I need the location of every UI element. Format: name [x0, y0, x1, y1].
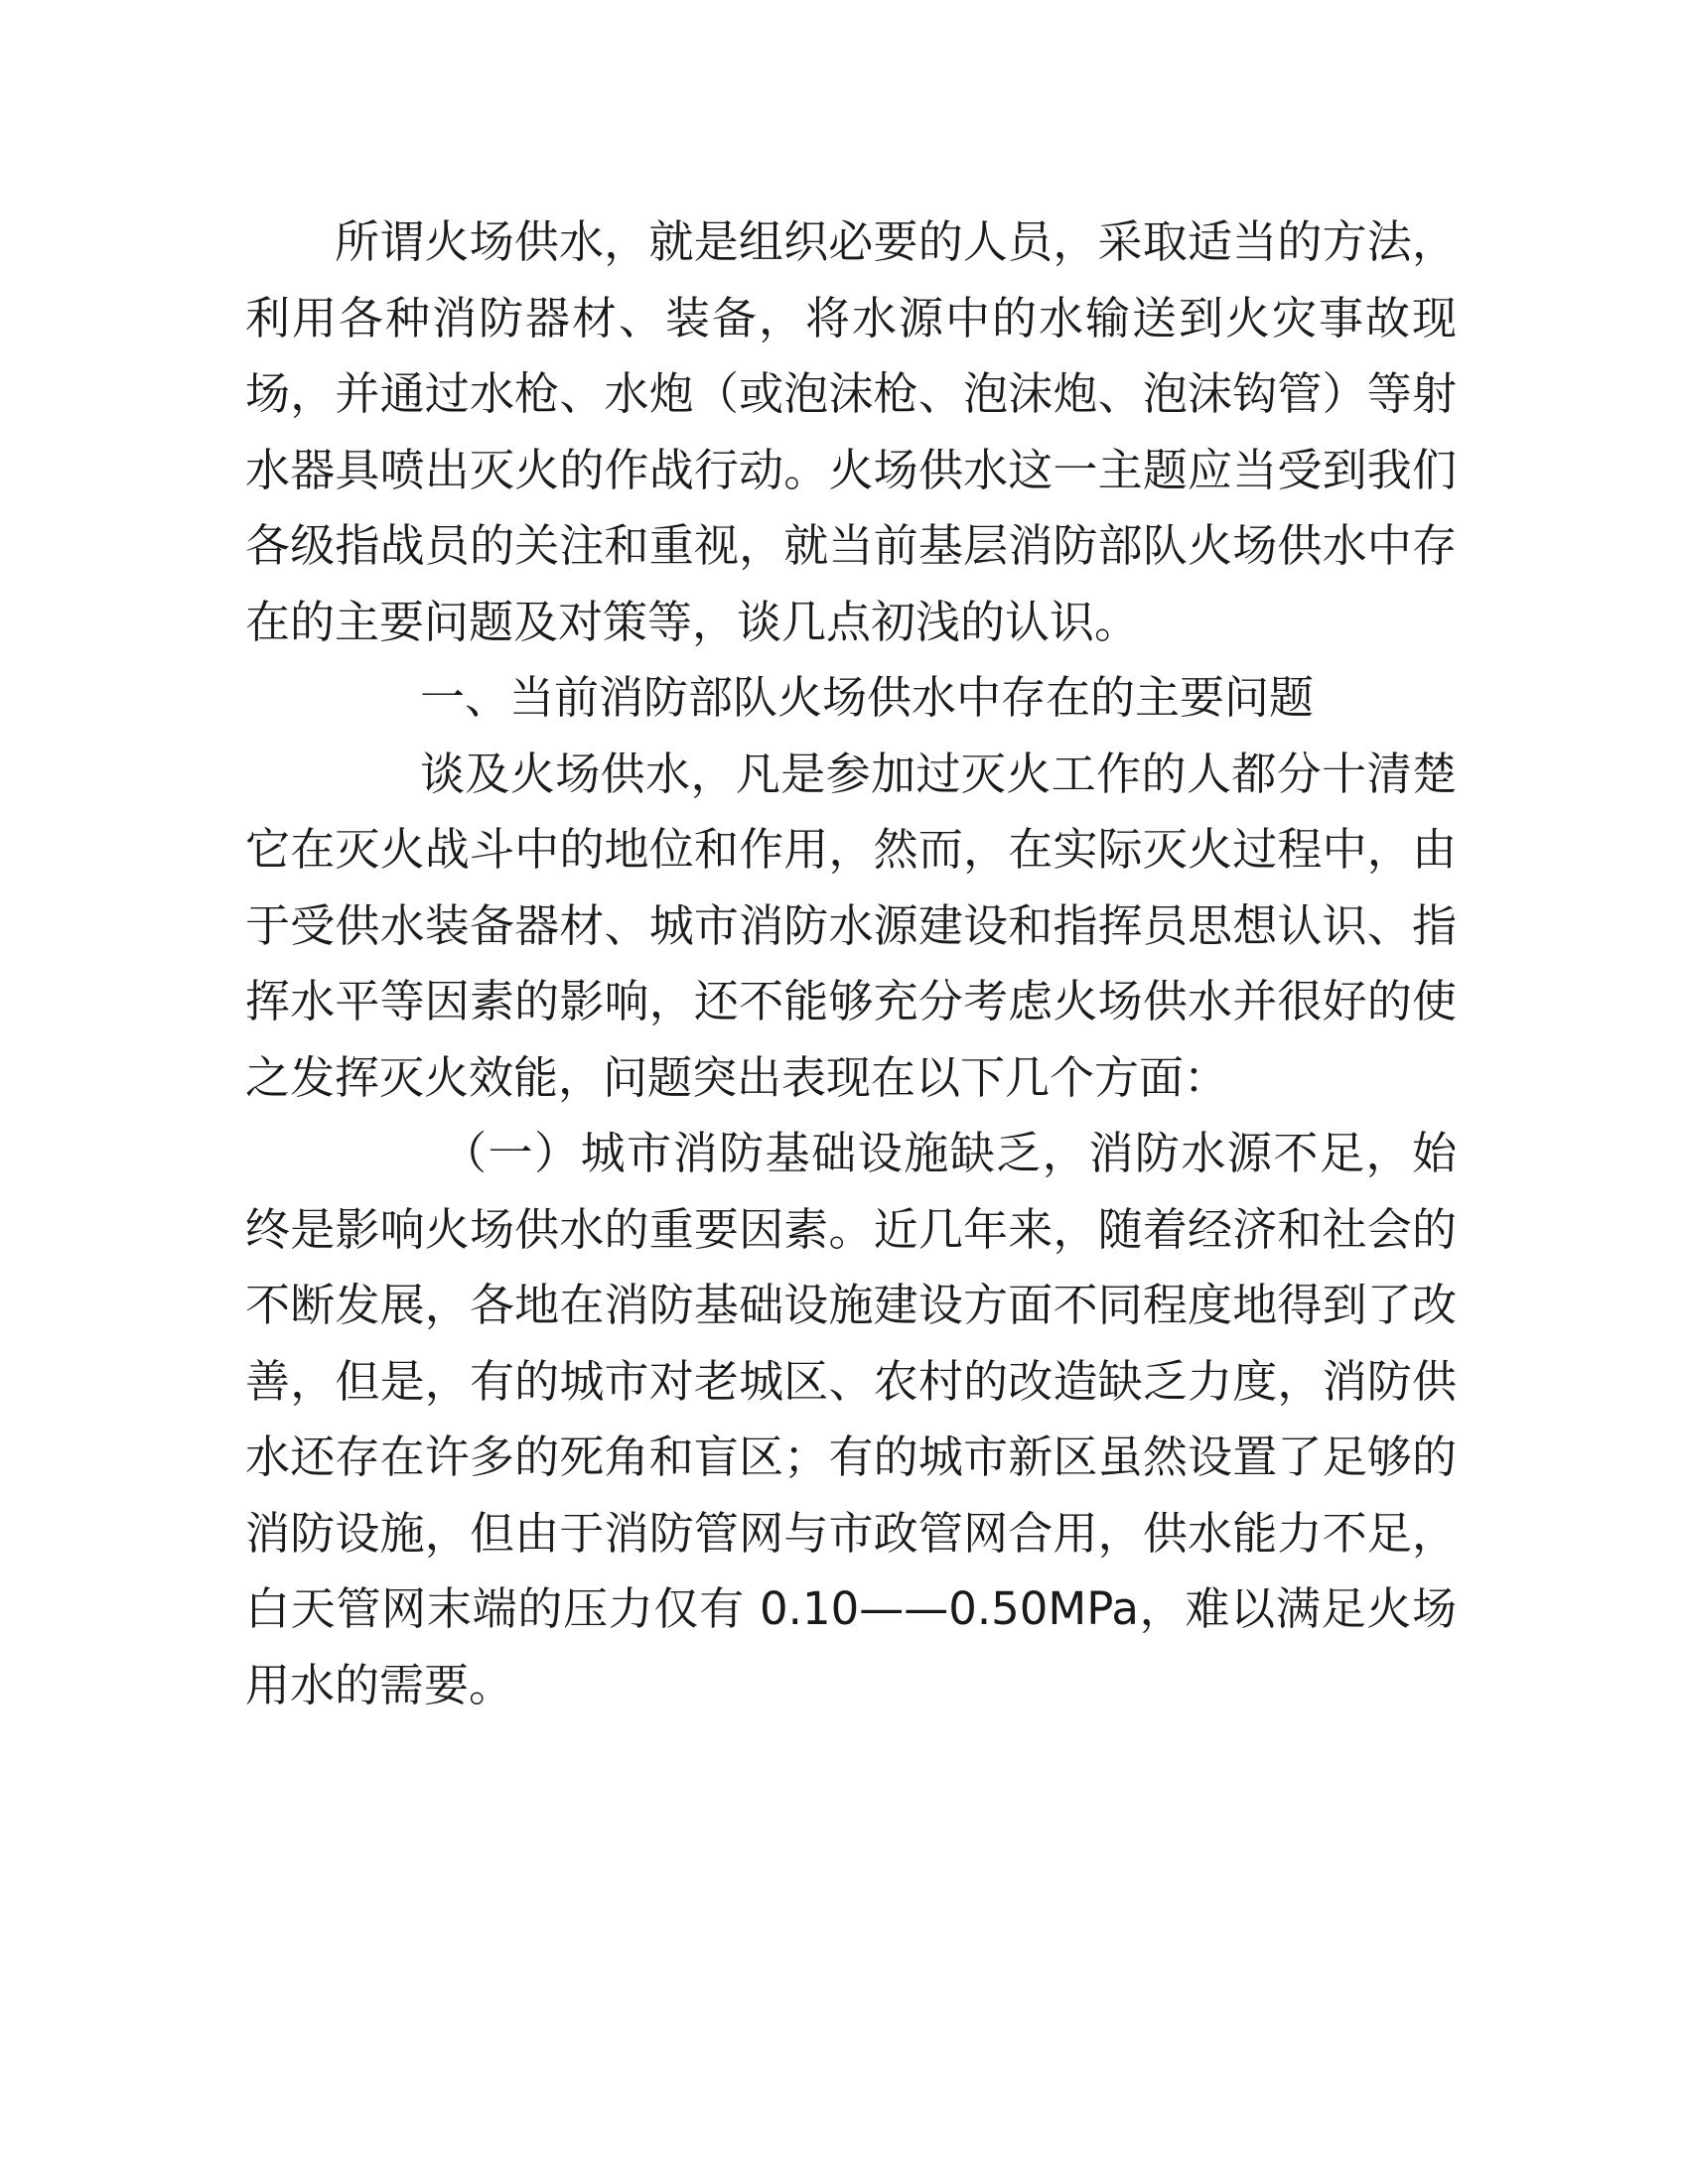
subsection-paragraph: （一）城市消防基础设施缺乏，消防水源不足，始终是影响火场供水的重要因素。近几年来，随着经济和社会的不断发展，各地在消防基础设施建设方面不同程度地得到了改善，但是，有的城市对老城区、农村的改造缺乏力度，消防供水还存在许多的死角和盲区；有的城市新区虽然设置了足够的消防设施，但由于消防管网与市政管网合用，供水能力不足，白天管网末端的压力仅有 0.10——0.50MPa，难以满足火场用水的需要。	[245, 1127, 1457, 1711]
section-paragraph: 谈及火场供水，凡是参加过灭火工作的人都分十清楚它在灭火战斗中的地位和作用，然而，在实际灭火过程中，由于受供水装备器材、城市消防水源建设和指挥员思想认识、指挥水平等因素的影响，还不能够充分考虑火场供水并很好的使之发挥灭火效能，问题突出表现在以下几个方面：	[245, 747, 1457, 1104]
section-heading: 一、当前消防部队火场供水中存在的主要问题	[420, 671, 1315, 724]
document-body	[245, 205, 1457, 1723]
intro-paragraph: 所谓火场供水，就是组织必要的人员，采取适当的方法，利用各种消防器材、装备，将水源中的水输送到火灾事故现场，并通过水枪、水炮（或泡沫枪、泡沫炮、泡沫钩管）等射水器具喷出灭火的作战行动。火场供水这一主题应当受到我们各级指战员的关注和重视，就当前基层消防部队火场供水中存在的主要问题及对策等，谈几点初浅的认识。	[245, 215, 1457, 648]
